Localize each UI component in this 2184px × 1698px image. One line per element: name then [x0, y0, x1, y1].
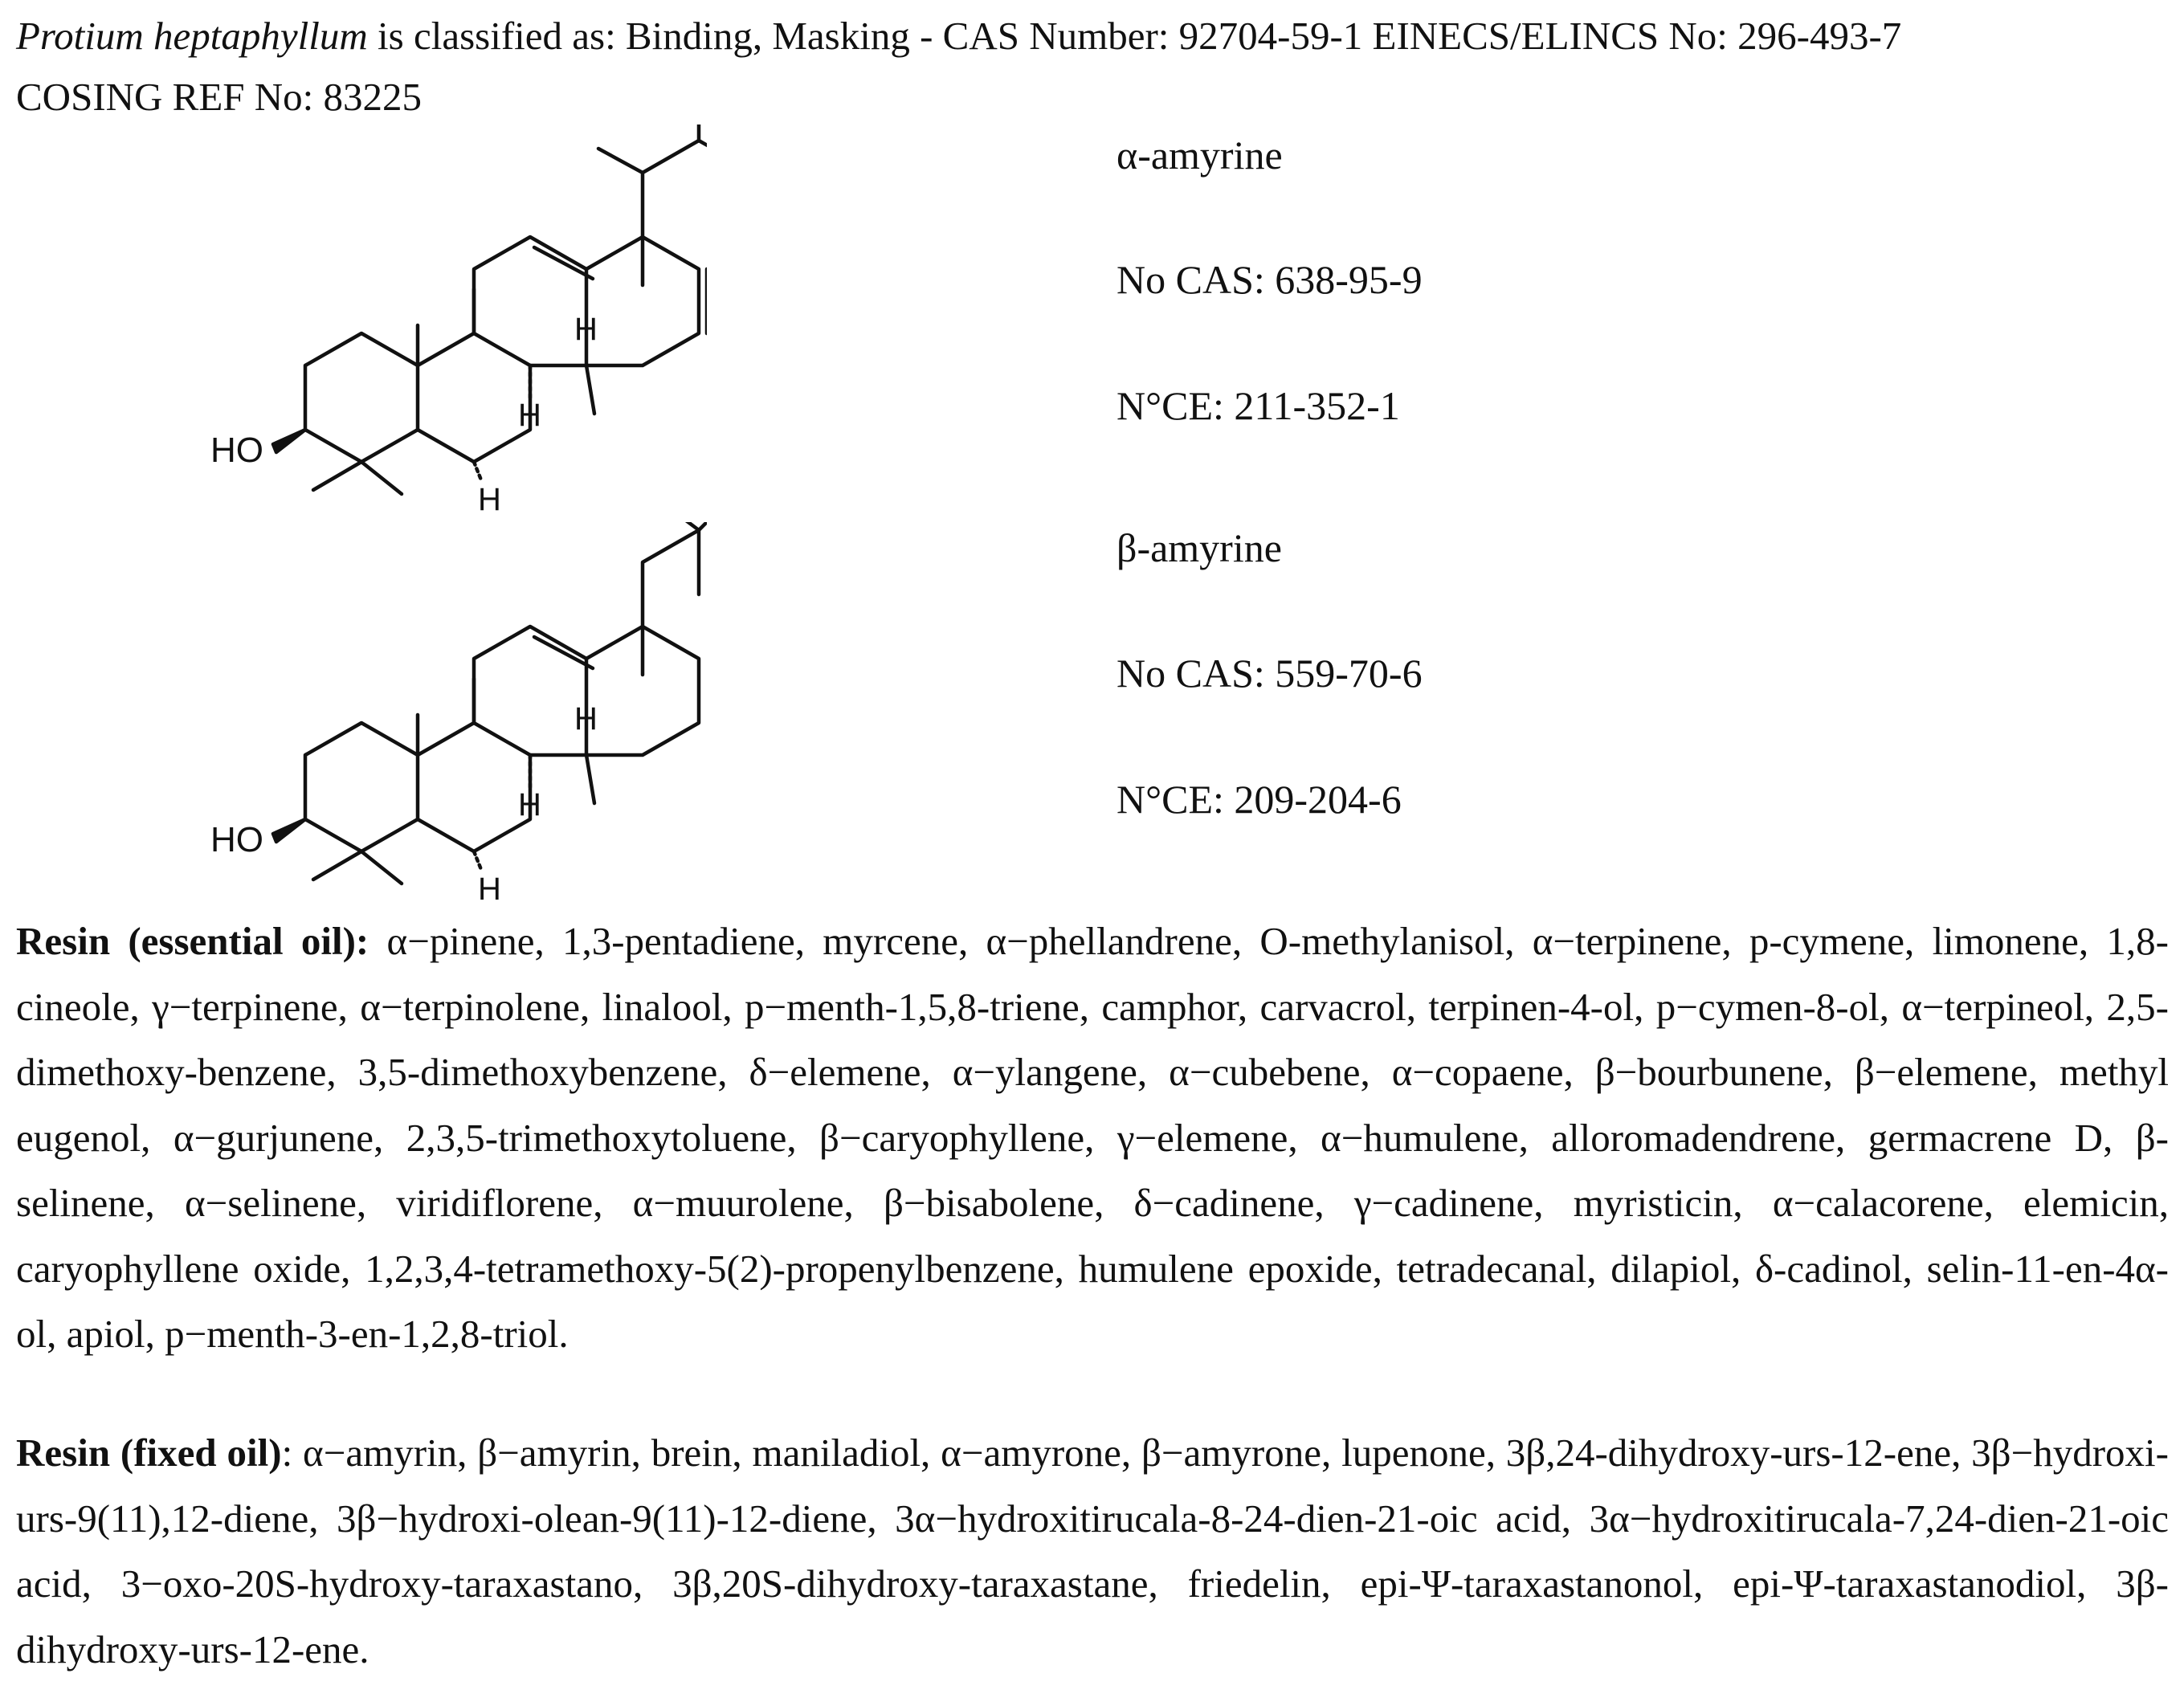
alpha-amyrine-cas: No CAS: 638-95-9 — [1116, 257, 1423, 302]
beta-amyrine-structure — [193, 522, 707, 900]
cosing-ref: COSING REF No: 83225 — [16, 75, 423, 119]
species-name: Protium heptaphyllum — [16, 14, 368, 58]
classification-text: is classified as: Binding, Masking - CAS Number: 92704-59-1 EINECS/ELINCS No: 296-493-7 — [367, 14, 1902, 58]
beta-amyrine-name: β-amyrine — [1116, 525, 1282, 570]
hydrogen-label-a: H — [478, 871, 501, 900]
hydroxyl-label: HO — [210, 820, 263, 859]
resin-fixed-text: : α−amyrin, β−amyrin, brein, maniladiol, α−amyrone, β−amyrone, lupenone, 3β,24-dihydroxy-urs-12-ene, 3β−hydroxi-urs-9(11),12-diene, 3β−hydroxi-olean-9(11)-12-diene, 3α−hydroxitirucala-8-24-dien-21-oic acid, 3α−hydroxitirucala-7,24-dien-21-oic acid, 3−oxo-20S-hydroxy-taraxastano, 3β,20S-dihydroxy-taraxastane, friedelin, epi-Ψ-taraxastanonol, epi-Ψ-taraxastanodiol, 3β-dihydroxy-urs-12-ene. — [16, 1431, 2169, 1671]
hydrogen-label-c: H — [574, 312, 598, 347]
beta-amyrine-cas: No CAS: 559-70-6 — [1116, 651, 1423, 696]
hydrogen-label-a: H — [478, 482, 501, 517]
beta-amyrine-ce: N°CE: 209-204-6 — [1116, 777, 1402, 822]
hydrogen-label-b: H — [518, 787, 541, 822]
classification-line — [16, 8, 1901, 64]
hydrogen-label-b: H — [518, 398, 541, 433]
resin-essential-label: Resin (essential oil): — [16, 919, 369, 963]
alpha-amyrine-structure — [193, 124, 707, 518]
resin-essential-text: α−pinene, 1,3-pentadiene, myrcene, α−phellandrene, O-methylanisol, α−terpinene, p-cymene, limonene, 1,8-cineole, γ−terpinene, α−terpinolene, linalool, p−menth-1,5,8-triene, camphor, carvacrol, terpinen-4-ol, p−cymen-8-ol, α−terpineol, 2,5-dimethoxy-benzene, 3,5-dimethoxybenzene, δ−elemene, α−ylangene, α−cubebene, α−copaene, β−bourbunene, β−elemene, methyl eugenol, α−gurjunene, 2,3,5-trimethoxytoluene, β−caryophyllene, γ−elemene, α−humulene, alloromadendrene, germacrene D, β-selinene, α−selinene, viridiflorene, α−muurolene, β−bisabolene, δ−cadinene, γ−cadinene, myristicin, α−calacorene, elemicin, caryophyllene oxide, 1,2,3,4-tetramethoxy-5(2)-propenylbenzene, humulene epoxide, tetradecanal, dilapiol, δ-cadinol, selin-11-en-4α-ol, apiol, p−menth-3-en-1,2,8-triol. — [16, 919, 2170, 1356]
resin-fixed-label: Resin (fixed oil) — [16, 1431, 282, 1475]
alpha-amyrine-name: α-amyrine — [1116, 133, 1283, 178]
hydrogen-label-c: H — [574, 701, 598, 737]
alpha-amyrine-ce: N°CE: 211-352-1 — [1116, 383, 1400, 428]
hydroxyl-label: HO — [210, 431, 263, 470]
resin-essential-oil-paragraph — [16, 908, 2169, 1367]
resin-fixed-oil-paragraph — [16, 1420, 2169, 1682]
